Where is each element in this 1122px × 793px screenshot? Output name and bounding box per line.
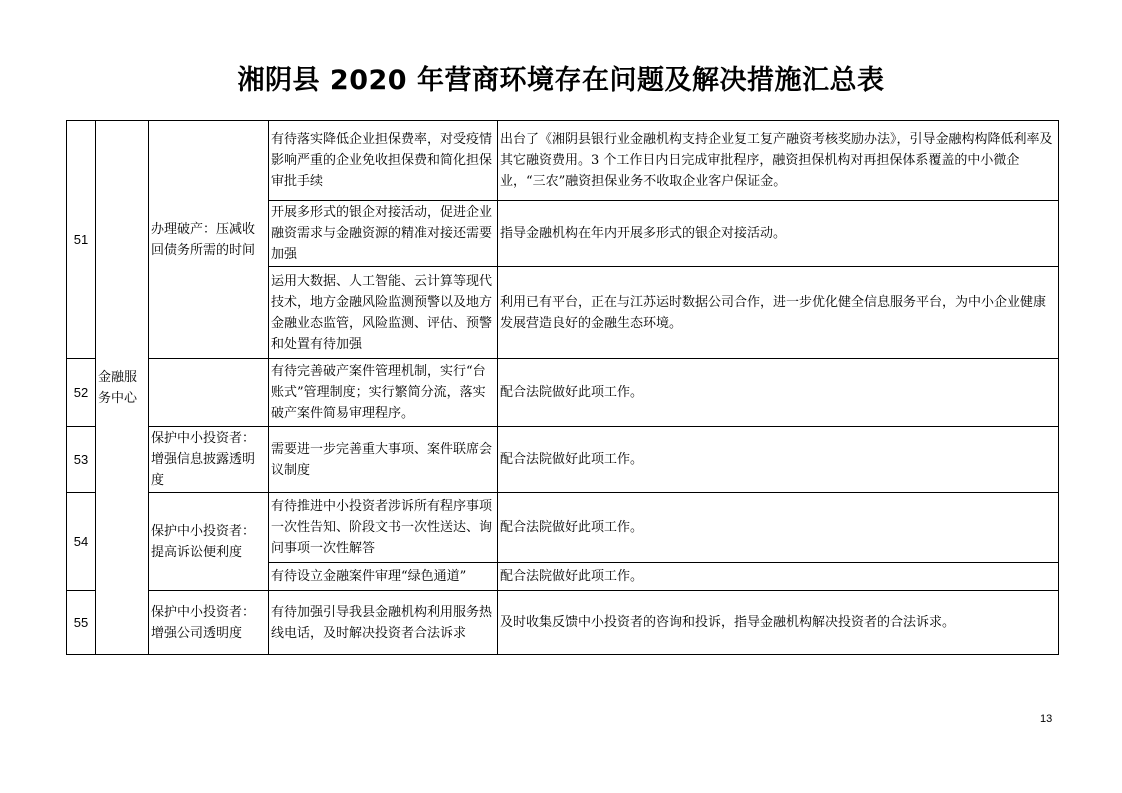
measure-cell: 配合法院做好此项工作。 <box>498 563 1059 591</box>
measure-cell: 利用已有平台，正在与江苏运时数据公司合作，进一步优化健全信息服务平台，为中小企业健康发展营造良好的金融生态环境。 <box>498 267 1059 359</box>
measure-cell: 出台了《湘阴县银行业金融机构支持企业复工复产融资考核奖励办法》，引导金融构构降低利率及其它融资费用。3 个工作日内日完成审批程序，融资担保机构对再担保体系覆盖的中小微企业，“三农”融资担保业务不收取企业客户保证金。 <box>498 121 1059 201</box>
table-row <box>67 359 1059 427</box>
issue-cell: 有待推进中小投资者涉诉所有程序事项一次性告知、阶段文书一次性送达、询问事项一次性解答 <box>269 493 498 563</box>
row-number: 51 <box>67 121 96 359</box>
issue-cell: 有待加强引导我县金融机构利用服务热线电话，及时解决投资者合法诉求 <box>269 591 498 655</box>
table-row <box>67 591 1059 655</box>
department-cell: 金融服务中心 <box>96 121 149 655</box>
issue-cell: 开展多形式的银企对接活动，促进企业融资需求与金融资源的精准对接还需要加强 <box>269 201 498 267</box>
table-row <box>67 493 1059 563</box>
table-row <box>67 121 1059 201</box>
issue-cell: 有待设立金融案件审理“绿色通道” <box>269 563 498 591</box>
table-row <box>67 427 1059 493</box>
measure-cell: 配合法院做好此项工作。 <box>498 359 1059 427</box>
row-number: 55 <box>67 591 96 655</box>
category-cell: 保护中小投资者：增强公司透明度 <box>149 591 269 655</box>
issue-cell: 需要进一步完善重大事项、案件联席会议制度 <box>269 427 498 493</box>
issue-cell: 运用大数据、人工智能、云计算等现代技术，地方金融风险监测预警以及地方金融业态监管，风险监测、评估、预警和处置有待加强 <box>269 267 498 359</box>
category-cell: 保护中小投资者：提高诉讼便利度 <box>149 493 269 591</box>
row-number: 53 <box>67 427 96 493</box>
row-number: 54 <box>67 493 96 591</box>
issue-cell: 有待落实降低企业担保费率，对受疫情影响严重的企业免收担保费和简化担保审批手续 <box>269 121 498 201</box>
measure-cell: 及时收集反馈中小投资者的咨询和投诉，指导金融机构解决投资者的合法诉求。 <box>498 591 1059 655</box>
measure-cell: 指导金融机构在年内开展多形式的银企对接活动。 <box>498 201 1059 267</box>
issues-table <box>66 120 1059 655</box>
category-cell: 办理破产：压减收回债务所需的时间 <box>149 121 269 359</box>
row-number: 52 <box>67 359 96 427</box>
measure-cell: 配合法院做好此项工作。 <box>498 427 1059 493</box>
issue-cell: 有待完善破产案件管理机制，实行“台账式”管理制度；实行繁简分流，落实破产案件简易审理程序。 <box>269 359 498 427</box>
page-number: 13 <box>1040 713 1053 725</box>
category-cell <box>149 359 269 427</box>
category-cell: 保护中小投资者：增强信息披露透明度 <box>149 427 269 493</box>
measure-cell: 配合法院做好此项工作。 <box>498 493 1059 563</box>
document-title: 湘阴县 2020 年营商环境存在问题及解决措施汇总表 <box>237 65 885 96</box>
